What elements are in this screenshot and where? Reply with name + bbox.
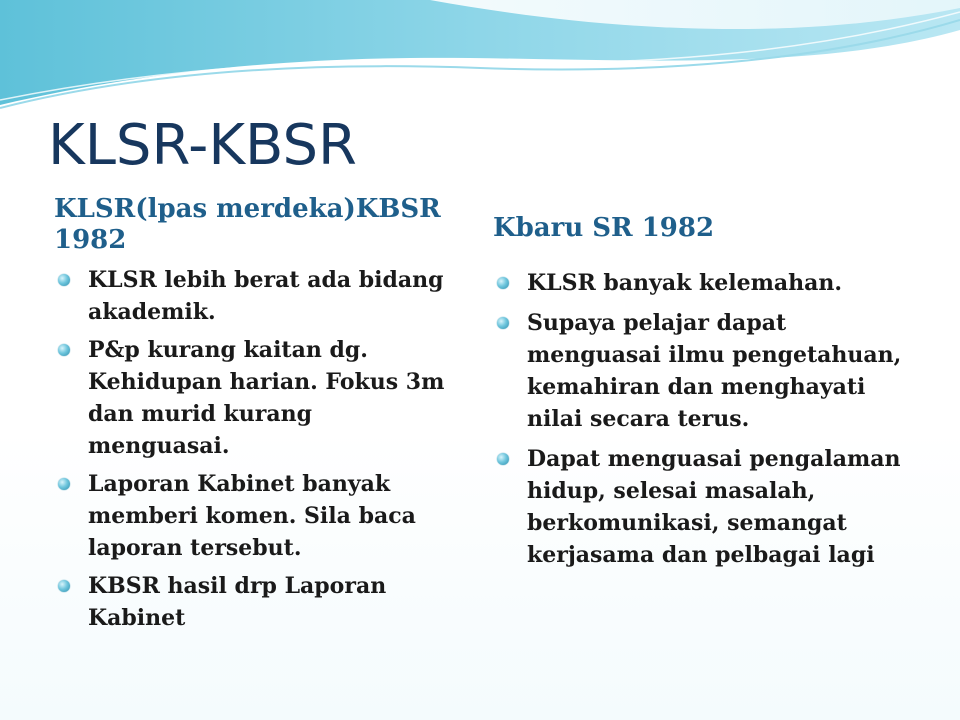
right-column-heading: Kbaru SR 1982 — [493, 213, 715, 243]
list-item-text: KLSR lebih berat ada bidang akademik. — [88, 267, 444, 325]
list-item-text: P&p kurang kaitan dg. Kehidupan harian. Fokus 3m dan murid kurang menguasai. — [88, 337, 445, 459]
left-bullet-list — [54, 264, 454, 640]
list-item-text: Supaya pelajar dapat menguasai ilmu pengetahuan, kemahiran dan menghayati nilai secara terus. — [527, 310, 902, 432]
list-item — [493, 443, 923, 571]
left-column-heading: KLSR(lpas merdeka)KBSR 1982 — [54, 194, 441, 255]
list-item-text: Dapat menguasai pengalaman hidup, selesai masalah, berkomunikasi, semangat kerjasama dan pelbagai lagi — [527, 446, 901, 568]
bullet-dot-icon — [58, 274, 70, 286]
list-item — [54, 264, 454, 328]
bullet-dot-icon — [58, 580, 70, 592]
list-item-text: Laporan Kabinet banyak memberi komen. Sila baca laporan tersebut. — [88, 471, 416, 561]
list-item — [54, 570, 454, 634]
header-wave-decoration — [0, 0, 960, 130]
list-item — [493, 307, 923, 435]
bullet-dot-icon — [58, 478, 70, 490]
list-item — [54, 334, 454, 462]
list-item — [493, 267, 923, 299]
bullet-dot-icon — [497, 317, 509, 329]
bullet-dot-icon — [58, 344, 70, 356]
list-item — [54, 468, 454, 564]
list-item-text: KBSR hasil drp Laporan Kabinet — [88, 573, 387, 631]
right-bullet-list — [493, 267, 923, 579]
list-item-text: KLSR banyak kelemahan. — [527, 270, 843, 296]
bullet-dot-icon — [497, 277, 509, 289]
slide-title: KLSR-KBSR — [48, 113, 357, 178]
bullet-dot-icon — [497, 453, 509, 465]
